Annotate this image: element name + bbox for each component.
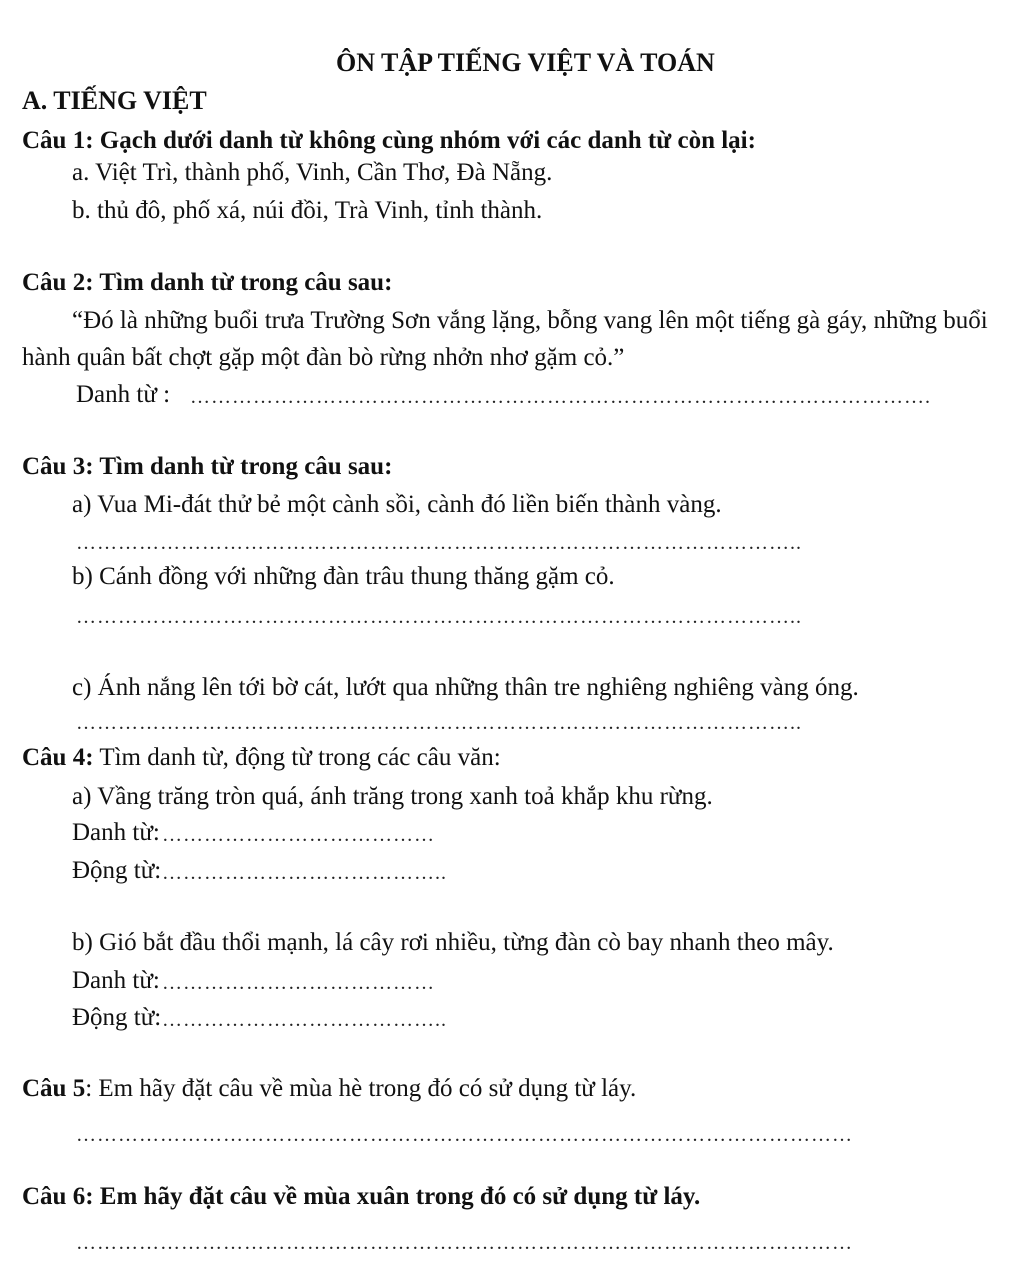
q4b-noun-label: Danh từ: <box>72 967 160 994</box>
q4-sentence-b: b) Gió bắt đầu thổi mạnh, lá cây rơi nhiều, từng đàn cò bay nhanh theo mây. <box>72 929 834 956</box>
q6-heading <box>22 1182 700 1212</box>
q2-sentence-line1: “Đó là những buổi trưa Trường Sơn vắng lặng, bỗng vang lên một tiếng gà gáy, những buổi <box>72 307 988 334</box>
q4a-noun-answer-line[interactable]: ………………………………… <box>162 824 435 846</box>
q5-heading-label: Câu 5 <box>22 1075 86 1102</box>
q4a-noun-label: Danh từ: <box>72 819 160 846</box>
q2-sentence-line2: hành quân bất chợt gặp một đàn bò rừng nhởn nhơ gặm cỏ.” <box>22 344 625 371</box>
q2-noun-label: Danh từ : <box>76 381 171 408</box>
q2-heading: Câu 2: Tìm danh từ trong câu sau: <box>22 269 393 296</box>
q3-answer-line-a[interactable]: ………………………………………………………………………………………….. <box>76 532 802 554</box>
q4b-noun-answer-line[interactable]: ………………………………… <box>162 972 435 994</box>
q4-heading-label: Câu 4: <box>22 744 94 771</box>
q3-sentence-a: a) Vua Mi-đát thử bẻ một cành sồi, cành đó liền biến thành vàng. <box>72 491 722 518</box>
q5-heading <box>22 1074 636 1104</box>
q4a-verb-label: Động từ: <box>72 857 162 884</box>
q3-sentence-b: b) Cánh đồng với những đàn trâu thung thăng gặm cỏ. <box>72 563 615 590</box>
q6-answer-line[interactable]: ………………………………………………………………………………………………… <box>76 1232 853 1254</box>
q3-answer-line-c[interactable]: ………………………………………………………………………………………….. <box>76 712 802 734</box>
q5-answer-line[interactable]: ………………………………………………………………………………………………… <box>76 1124 853 1146</box>
q6-heading-text: : Em hãy đặt câu về mùa xuân trong đó có sử dụng từ láy. <box>85 1183 701 1210</box>
q4-sentence-a: a) Vầng trăng tròn quá, ánh trăng trong xanh toả khắp khu rừng. <box>72 783 713 810</box>
q4-heading <box>22 743 501 773</box>
q3-heading: Câu 3: Tìm danh từ trong câu sau: <box>22 453 393 480</box>
q1-option-b: b. thủ đô, phố xá, núi đồi, Trà Vinh, tỉnh thành. <box>72 197 543 224</box>
q1-heading: Câu 1: Gạch dưới danh từ không cùng nhóm với các danh từ còn lại: <box>22 127 756 154</box>
q4-heading-text: Tìm danh từ, động từ trong các câu văn: <box>93 744 501 771</box>
q4b-verb-label: Động từ: <box>72 1004 162 1031</box>
q4b-verb-answer-line[interactable]: ………………………………….. <box>162 1009 447 1031</box>
q4a-verb-answer-line[interactable]: ………………………………….. <box>162 862 447 884</box>
page-title: ÔN TẬP TIẾNG VIỆT VÀ TOÁN <box>336 48 715 77</box>
q5-heading-text: : Em hãy đặt câu về mùa hè trong đó có sử dụng từ láy. <box>85 1075 637 1102</box>
q1-option-a: a. Việt Trì, thành phố, Vinh, Cần Thơ, Đà Nẵng. <box>72 159 553 186</box>
q3-sentence-c: c) Ánh nắng lên tới bờ cát, lướt qua những thân tre nghiêng nghiêng vàng óng. <box>72 674 859 701</box>
q2-noun-answer-line[interactable]: ……………………………………………………………………………………………. <box>190 386 931 408</box>
q3-answer-line-b[interactable]: ………………………………………………………………………………………….. <box>76 606 802 628</box>
q6-heading-label: Câu 6 <box>22 1183 86 1210</box>
section-a-heading: A. TIẾNG VIỆT <box>22 86 207 115</box>
